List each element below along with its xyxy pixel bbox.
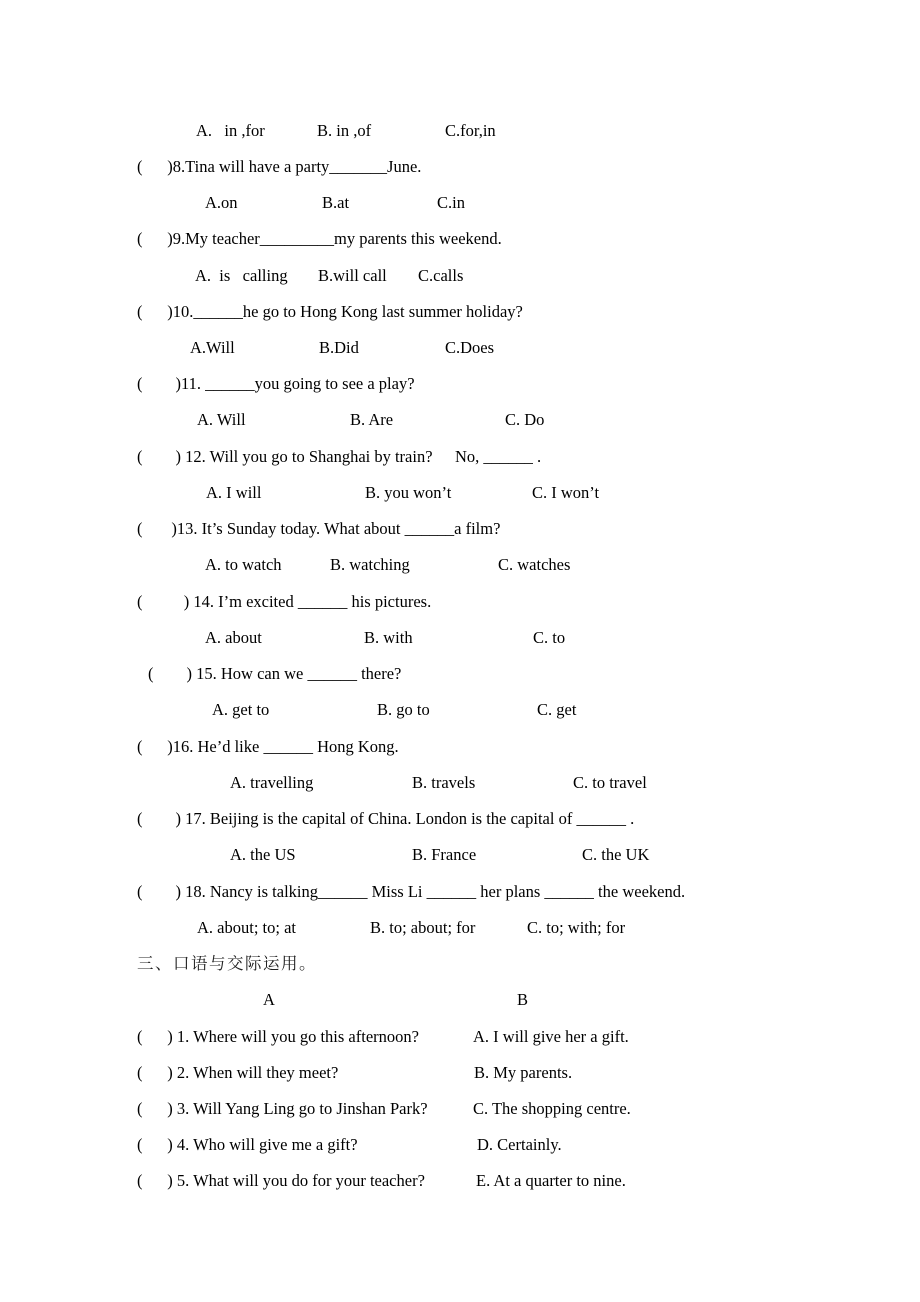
- option-b: B.at: [322, 193, 350, 212]
- match-question: ( ) 1. Where will you go this afternoon?: [137, 1027, 419, 1046]
- match-question: ( ) 3. Will Yang Ling go to Jinshan Park?: [137, 1099, 428, 1118]
- option-c: C. to travel: [573, 773, 647, 792]
- question-text: ( )10.______he go to Hong Kong last summer holiday?: [137, 302, 523, 321]
- question-text: ( ) 14. I’m excited ______ his pictures.: [137, 592, 432, 611]
- match-question: ( ) 5. What will you do for your teacher?: [137, 1171, 425, 1190]
- option-a: A. Will: [197, 410, 246, 429]
- option-b: B. in ,of: [317, 121, 372, 140]
- question-text: ( ) 18. Nancy is talking______ Miss Li ______ her plans ______ the weekend.: [137, 882, 686, 901]
- option-c: C.calls: [418, 266, 464, 285]
- match-question: ( ) 4. Who will give me a gift?: [137, 1135, 358, 1154]
- question-text: ( ) 12. Will you go to Shanghai by train?: [137, 447, 433, 466]
- question-text: ( ) 15. How can we ______ there?: [148, 664, 402, 683]
- option-c: C.Does: [445, 338, 495, 357]
- option-b: B. France: [412, 845, 477, 864]
- option-c: C. to; with; for: [527, 918, 626, 937]
- option-b: B. you won’t: [365, 483, 452, 502]
- question-text: ( )11. ______you going to see a play?: [137, 374, 415, 393]
- question-text: ( )9.My teacher_________my parents this weekend.: [137, 229, 502, 248]
- option-a: A. the US: [230, 845, 296, 864]
- option-b: B. Are: [350, 410, 394, 429]
- option-a: A. in ,for: [196, 121, 265, 140]
- option-a: A. I will: [206, 483, 262, 502]
- col-b-header: B: [517, 990, 529, 1009]
- option-a: A. to watch: [205, 555, 282, 574]
- match-question: ( ) 2. When will they meet?: [137, 1063, 339, 1082]
- option-b: B. watching: [330, 555, 410, 574]
- option-a: A. is calling: [195, 266, 288, 285]
- option-c: C.in: [437, 193, 465, 212]
- option-b: B. to; about; for: [370, 918, 476, 937]
- option-b: B.Did: [319, 338, 359, 357]
- option-c: C. get: [537, 700, 577, 719]
- match-answer: C. The shopping centre.: [473, 1099, 631, 1118]
- question-text: ( )16. He’d like ______ Hong Kong.: [137, 737, 399, 756]
- option-c: C.for,in: [445, 121, 496, 140]
- option-a: A.on: [205, 193, 238, 212]
- option-a: A. travelling: [230, 773, 314, 792]
- question-text: ( ) 17. Beijing is the capital of China. London is the capital of ______ .: [137, 809, 635, 828]
- match-answer: B. My parents.: [474, 1063, 573, 1082]
- question-answer-stub: No, ______ .: [455, 447, 542, 466]
- option-b: B.will call: [318, 266, 387, 285]
- question-text: ( )13. It’s Sunday today. What about ______a film?: [137, 519, 501, 538]
- option-b: B. with: [364, 628, 413, 647]
- match-answer: A. I will give her a gift.: [473, 1027, 629, 1046]
- option-b: B. go to: [377, 700, 430, 719]
- match-answer: D. Certainly.: [477, 1135, 562, 1154]
- option-a: A. about; to; at: [197, 918, 296, 937]
- option-a: A. about: [205, 628, 262, 647]
- option-a: A.Will: [190, 338, 235, 357]
- match-answer: E. At a quarter to nine.: [476, 1171, 626, 1190]
- option-a: A. get to: [212, 700, 270, 719]
- col-a-header: A: [263, 990, 275, 1009]
- option-c: C. to: [533, 628, 566, 647]
- option-c: C. watches: [498, 555, 571, 574]
- question-text: ( )8.Tina will have a party_______June.: [137, 157, 422, 176]
- option-c: C. I won’t: [532, 483, 600, 502]
- option-b: B. travels: [412, 773, 476, 792]
- section-heading-text: 三、口语与交际运用。: [137, 954, 317, 973]
- option-c: C. Do: [505, 410, 545, 429]
- option-c: C. the UK: [582, 845, 650, 864]
